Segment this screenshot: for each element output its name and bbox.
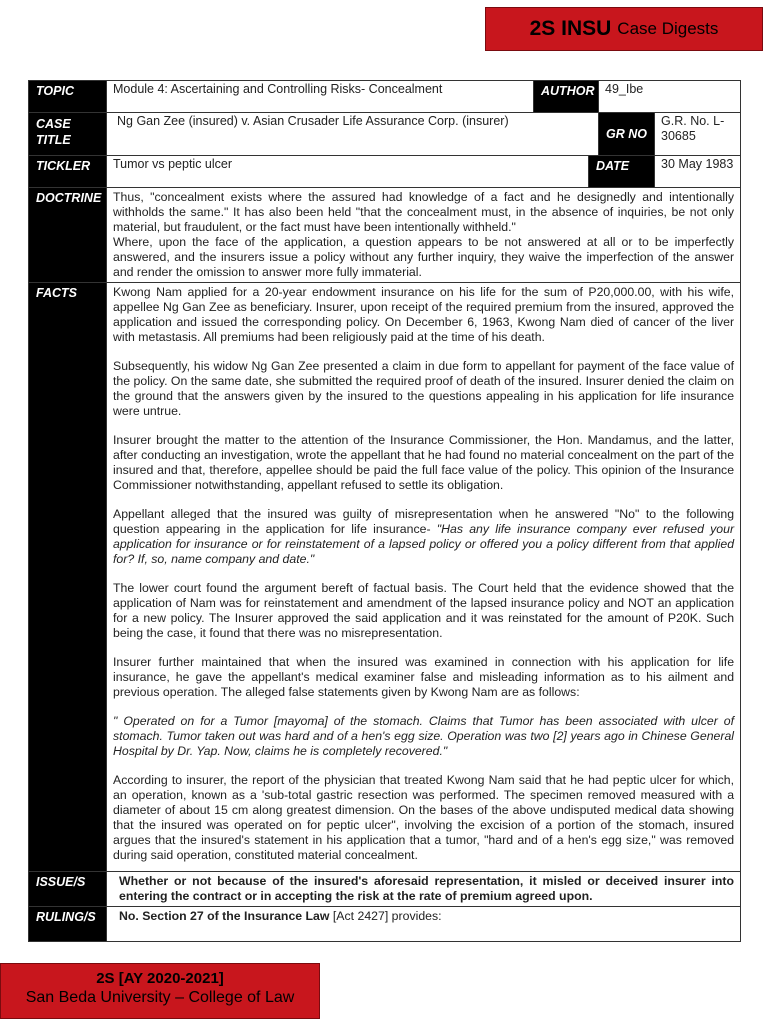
facts-paragraph-5: The lower court found the argument bereft of factual basis. The Court held that the evidence showed that the application of Nam was for reinstatement and amendment of the lapsed insurance policy and NOT an application for a new policy. The Insurer approved the said application and it was reinstated for the amount of P20K. Such being the case, it found that there was no misrepresentation. <box>113 581 735 640</box>
issue-text: Whether or not because of the insured's aforesaid representation, it misled or deceived insurer into entering the contract or in accepting the risk at the rate of premium agreed upon. <box>107 872 741 907</box>
case-title-value: Ng Gan Zee (insured) v. Asian Crusader Life Assurance Corp. (insurer) <box>107 113 599 156</box>
tickler-row <box>29 156 741 188</box>
case-title-row <box>29 113 741 156</box>
doctrine-text <box>107 188 741 283</box>
issues-label: ISSUE/S <box>29 872 107 907</box>
facts-label: FACTS <box>29 283 107 872</box>
ruling-row <box>29 907 741 942</box>
facts-text <box>107 283 741 872</box>
facts-paragraph-1: Kwong Nam applied for a 20-year endowment insurance on his life for the sum of P20,000.00, with his wife, appellee Ng Gan Zee as beneficiary. Insurer, upon receipt of the required premium from the insured, approved the application and issued the corresponding policy. On December 6, 1963, Kwong Nam died of cancer of the liver with metastasis. All premiums had been religiously paid at the time of his death. <box>113 285 735 344</box>
facts-paragraph-8: According to insurer, the report of the physician that treated Kwong Nam said that he had peptic ulcer for which, an operation, known as a 'sub-total gastric resection was performed. The specimen removed measured with a diameter of about 15 cm along greatest dimension. On the bases of the above undisputed medical data showing that the insured was operated on for peptic ulcer", involving the excision of a portion of the stomach, insured argues that the insured's statement in his application that a tumor, "hard and of a hen's egg size," was removed during said operation, constituted material concealment. <box>113 773 735 862</box>
header-subtitle: Case Digests <box>617 19 719 38</box>
footer-school: San Beda University – College of Law <box>25 989 295 1006</box>
document-header-banner <box>485 7 763 51</box>
doctrine-paragraph-2: Where, upon the face of the application, a question appears to be not answered at all or to be imperfectly answered, and the insurers issue a policy without any further inquiry, they waive the imperfection of the answer and render the omission to answer more fully immaterial. <box>113 235 735 279</box>
gr-no-value: G.R. No. L-30685 <box>655 113 741 156</box>
doctrine-label: DOCTRINE <box>29 188 107 283</box>
topic-row <box>29 81 741 113</box>
footer-academic-year: 2S [AY 2020-2021] <box>96 970 224 987</box>
facts-paragraph-3: Insurer brought the matter to the attention of the Insurance Commissioner, the Hon. Mandamus, and the latter, after conducting an investigation, wrote the appellant that he had found no material concealment on the part of the insured and that, therefore, appellee should be paid the full face value of the policy. This opinion of the Insurance Commissioner notwithstanding, appellant refused to settle its obligation. <box>113 433 735 492</box>
author-value: 49_Ibe <box>599 81 741 113</box>
topic-label: TOPIC <box>29 81 107 113</box>
case-digest-table <box>28 80 741 942</box>
doctrine-paragraph-1: Thus, "concealment exists where the assured had knowledge of a fact and he designedly and intentionally withholds the same." It has also been held "that the concealment must, in the absence of inquiries, be not only material, but fraudulent, or the fact must have been intentionally withheld." <box>113 190 735 234</box>
rulings-label: RULING/S <box>29 907 107 942</box>
facts-paragraph-2: Subsequently, his widow Ng Gan Zee presented a claim in due form to appellant for payment of the face value of the policy. On the same date, she submitted the required proof of death of the insured. Insurer denied the claim on the ground that the answers given by the insured to the questions appealing in his application for life insurance were untrue. <box>113 359 735 418</box>
author-label: AUTHOR <box>534 81 599 113</box>
gr-no-label: GR NO <box>599 113 655 156</box>
case-title-label: CASE TITLE <box>29 113 107 156</box>
tickler-value: Tumor vs peptic ulcer <box>107 156 589 188</box>
issue-row <box>29 872 741 907</box>
date-label: DATE <box>589 156 655 188</box>
facts-paragraph-6: Insurer further maintained that when the insured was examined in connection with his application for life insurance, he gave the appellant's medical examiner false and misleading information as to his ailment and previous operation. The alleged false statements given by Kwong Nam are as follows: <box>113 655 735 699</box>
doctrine-row <box>29 188 741 283</box>
document-footer-banner <box>0 963 320 1019</box>
quoted-question: "Has any life insurance company ever refused your application for insurance or for reinstatement of a lapsed policy or offered you a policy different from that applied for? If, so, name company and date." <box>113 522 735 566</box>
date-value: 30 May 1983 <box>655 156 741 188</box>
facts-paragraph-7: " Operated on for a Tumor [mayoma] of the stomach. Claims that Tumor has been associated with ulcer of stomach. Tumor taken out was hard and of a hen's egg size. Operation was two [2] years ago in Chinese General Hospital by Dr. Yap. Now, claims he is completely recovered." <box>113 714 735 758</box>
facts-paragraph-4: Appellant alleged that the insured was guilty of misrepresentation when he answered "No" to the following question appearing in the application for life insurance- "Has any life insurance company ever refused your application for insurance or for reinstatement of a lapsed policy or offered you a policy different from that applied for? If, so, name company and date." <box>113 507 735 566</box>
facts-row <box>29 283 741 872</box>
ruling-text: No. Section 27 of the Insurance Law [Act 2427] provides: <box>107 907 741 942</box>
topic-value: Module 4: Ascertaining and Controlling Risks- Concealment <box>107 81 534 113</box>
tickler-label: TICKLER <box>29 156 107 188</box>
header-brand: 2S INSU <box>529 17 612 40</box>
